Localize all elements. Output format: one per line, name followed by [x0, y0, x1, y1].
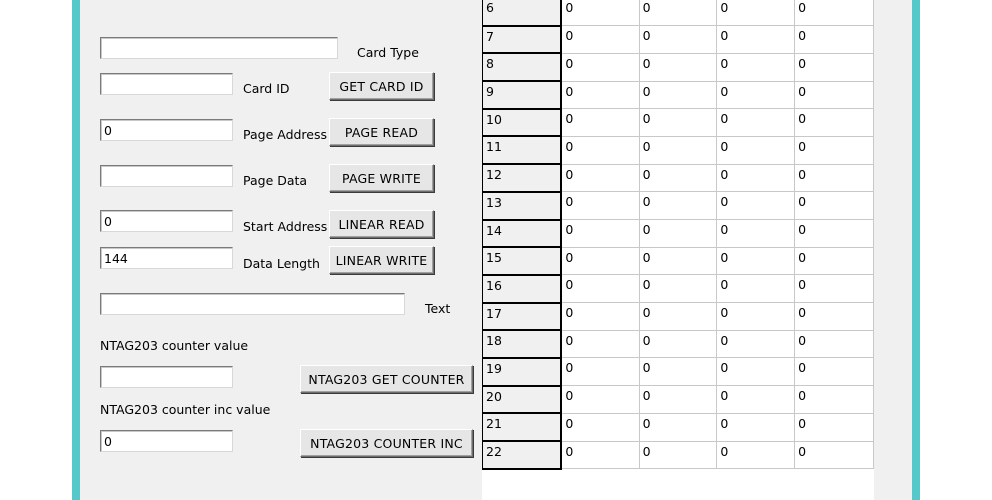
table-cell[interactable]: 0: [717, 26, 795, 54]
table-cell[interactable]: 0: [639, 53, 717, 81]
row-header-page[interactable]: 11: [483, 136, 562, 164]
get-counter-button[interactable]: NTAG203 GET COUNTER: [300, 365, 473, 393]
table-row: [483, 413, 874, 441]
table-cell[interactable]: 0: [795, 220, 874, 248]
table-row: [483, 81, 874, 109]
table-cell[interactable]: 0: [795, 26, 874, 54]
table-cell[interactable]: 0: [639, 164, 717, 192]
table-cell[interactable]: 0: [717, 386, 795, 414]
row-header-page[interactable]: 17: [483, 303, 562, 331]
table-cell[interactable]: 0: [795, 275, 874, 303]
table-cell[interactable]: 0: [717, 275, 795, 303]
page-data-field[interactable]: [100, 165, 233, 187]
table-cell[interactable]: 0: [795, 303, 874, 331]
table-cell[interactable]: 0: [717, 53, 795, 81]
table-cell[interactable]: 0: [717, 0, 795, 26]
table-cell[interactable]: 0: [561, 53, 639, 81]
data-length-label: Data Length: [243, 256, 320, 271]
table-cell[interactable]: 0: [717, 164, 795, 192]
row-header-page[interactable]: 8: [483, 53, 562, 81]
table-cell[interactable]: 0: [795, 330, 874, 358]
page-data-label: Page Data: [243, 173, 308, 188]
counter-value-field[interactable]: [100, 366, 233, 388]
table-cell[interactable]: 0: [561, 0, 639, 26]
table-cell[interactable]: 0: [561, 386, 639, 414]
table-cell[interactable]: 0: [639, 303, 717, 331]
window-frame-right: [912, 0, 920, 500]
get-card-id-button[interactable]: GET CARD ID: [329, 72, 434, 100]
table-cell[interactable]: 0: [717, 247, 795, 275]
table-row: [483, 53, 874, 81]
table-cell[interactable]: 0: [561, 303, 639, 331]
table-cell[interactable]: 0: [717, 303, 795, 331]
table-cell[interactable]: 0: [795, 358, 874, 386]
row-header-page[interactable]: 13: [483, 192, 562, 220]
page-address-field[interactable]: [100, 119, 233, 141]
row-header-page[interactable]: 21: [483, 413, 562, 441]
row-header-page[interactable]: 10: [483, 109, 562, 137]
row-header-page[interactable]: 20: [483, 386, 562, 414]
table-cell[interactable]: 0: [795, 441, 874, 469]
table-cell[interactable]: 0: [795, 136, 874, 164]
table-row: [483, 164, 874, 192]
table-row: [483, 303, 874, 331]
page-read-button[interactable]: PAGE READ: [329, 118, 434, 146]
table-row: [483, 247, 874, 275]
table-cell[interactable]: 0: [717, 192, 795, 220]
table-cell[interactable]: 0: [561, 220, 639, 248]
table-cell[interactable]: 0: [639, 0, 717, 26]
table-cell[interactable]: 0: [561, 275, 639, 303]
table-row: [483, 386, 874, 414]
table-cell[interactable]: 0: [795, 192, 874, 220]
table-cell[interactable]: 0: [639, 81, 717, 109]
table-cell[interactable]: 0: [795, 164, 874, 192]
table-cell[interactable]: 0: [561, 136, 639, 164]
start-address-field[interactable]: [100, 210, 233, 232]
table-row: [483, 109, 874, 137]
table-cell[interactable]: 0: [717, 441, 795, 469]
page-address-label: Page Address: [243, 127, 328, 142]
table-cell[interactable]: 0: [561, 164, 639, 192]
card-id-label: Card ID: [243, 81, 290, 96]
text-label: Text: [425, 301, 451, 316]
row-header-page[interactable]: 22: [483, 441, 562, 469]
linear-read-button[interactable]: LINEAR READ: [329, 210, 434, 238]
table-cell[interactable]: 0: [639, 192, 717, 220]
table-cell[interactable]: 0: [717, 413, 795, 441]
table-cell[interactable]: 0: [795, 53, 874, 81]
linear-write-button[interactable]: LINEAR WRITE: [329, 246, 434, 274]
table-cell[interactable]: 0: [639, 330, 717, 358]
app-window: [80, 0, 912, 500]
counter-inc-label: NTAG203 counter inc value: [100, 402, 271, 417]
row-header-page[interactable]: 15: [483, 247, 562, 275]
table-row: [483, 26, 874, 54]
counter-inc-field[interactable]: [100, 430, 233, 452]
data-length-field[interactable]: [100, 247, 233, 269]
table-row: [483, 441, 874, 469]
table-cell[interactable]: 0: [561, 109, 639, 137]
table-cell[interactable]: 0: [639, 247, 717, 275]
table-cell[interactable]: 0: [717, 220, 795, 248]
row-header-page[interactable]: 6: [483, 0, 562, 26]
table-cell[interactable]: 0: [639, 275, 717, 303]
table-cell[interactable]: 0: [717, 109, 795, 137]
row-header-page[interactable]: 16: [483, 275, 562, 303]
table-cell[interactable]: 0: [795, 413, 874, 441]
table-cell[interactable]: 0: [717, 330, 795, 358]
table-cell[interactable]: 0: [561, 247, 639, 275]
counter-inc-button[interactable]: NTAG203 COUNTER INC: [300, 429, 473, 457]
start-address-label: Start Address: [243, 219, 328, 234]
row-header-page[interactable]: 12: [483, 164, 562, 192]
table-cell[interactable]: 0: [561, 441, 639, 469]
row-header-page[interactable]: 14: [483, 220, 562, 248]
table-row: [483, 192, 874, 220]
table-cell[interactable]: 0: [561, 81, 639, 109]
row-header-page[interactable]: 9: [483, 81, 562, 109]
row-header-page[interactable]: 7: [483, 26, 562, 54]
table-cell[interactable]: 0: [717, 81, 795, 109]
row-header-page[interactable]: 18: [483, 330, 562, 358]
table-row: [483, 330, 874, 358]
table-cell[interactable]: 0: [639, 441, 717, 469]
page-data-table: [482, 0, 874, 470]
table-row: [483, 275, 874, 303]
table-cell[interactable]: 0: [717, 358, 795, 386]
card-id-field[interactable]: [100, 73, 233, 95]
table-cell[interactable]: 0: [639, 386, 717, 414]
table-cell[interactable]: 0: [795, 109, 874, 137]
page-write-button[interactable]: PAGE WRITE: [329, 164, 434, 192]
text-field[interactable]: [100, 293, 405, 315]
table-cell[interactable]: 0: [795, 0, 874, 26]
table-row: [483, 0, 874, 26]
table-cell[interactable]: 0: [639, 358, 717, 386]
table-cell[interactable]: 0: [561, 192, 639, 220]
table-cell[interactable]: 0: [795, 247, 874, 275]
table-cell[interactable]: 0: [717, 136, 795, 164]
table-row: [483, 358, 874, 386]
table-cell[interactable]: 0: [795, 386, 874, 414]
counter-value-label: NTAG203 counter value: [100, 338, 249, 353]
card-type-label: Card Type: [357, 45, 419, 60]
table-cell[interactable]: 0: [795, 81, 874, 109]
table-row: [483, 220, 874, 248]
table-cell[interactable]: 0: [639, 26, 717, 54]
table-cell[interactable]: 0: [561, 330, 639, 358]
table-cell[interactable]: 0: [561, 413, 639, 441]
table-cell[interactable]: 0: [561, 358, 639, 386]
table-row: [483, 136, 874, 164]
table-cell[interactable]: 0: [639, 136, 717, 164]
table-cell[interactable]: 0: [639, 220, 717, 248]
page-data-grid[interactable]: [482, 0, 874, 500]
card-type-field[interactable]: [100, 37, 338, 59]
table-cell[interactable]: 0: [561, 26, 639, 54]
table-cell[interactable]: 0: [639, 413, 717, 441]
table-cell[interactable]: 0: [639, 109, 717, 137]
row-header-page[interactable]: 19: [483, 358, 562, 386]
window-frame-left: [72, 0, 80, 500]
